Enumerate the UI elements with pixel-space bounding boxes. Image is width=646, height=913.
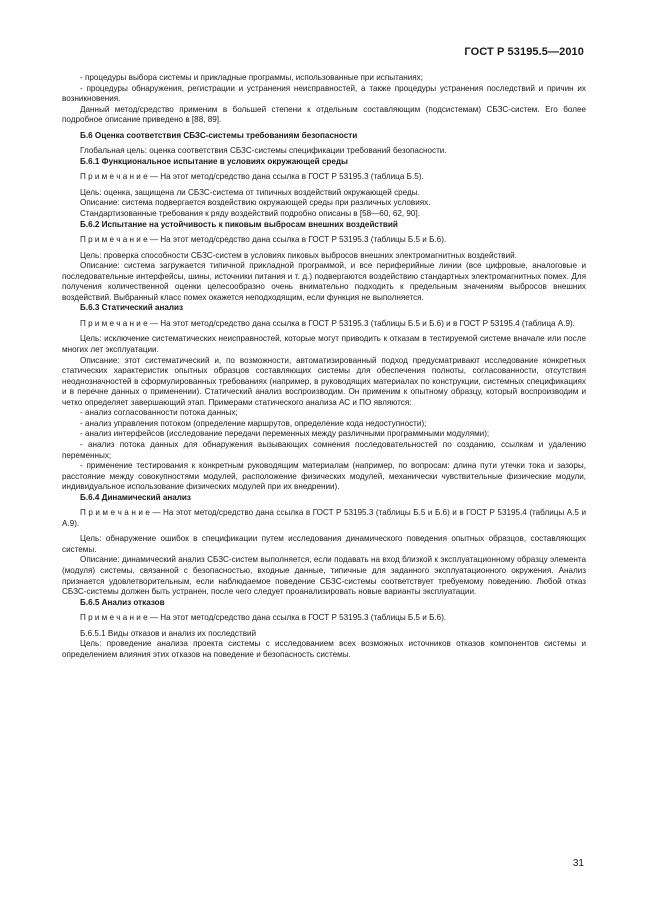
section-heading: Б.6.3 Статический анализ [80,303,184,313]
paragraph: Цель: оценка, защищена ли СБЗС-система от типичных воздействий окружающей среды. [80,187,420,197]
paragraph: Б.6.5.1 Виды отказов и анализ их последствий [80,628,257,638]
paragraph: Цель: исключение систематических неисправностей, которые могут приводить к отказам в тестируемой системе вначале или после многих лет эксплуатации. [62,334,586,355]
paragraph: П р и м е ч а н и е — На этот метод/средство дана ссылка в ГОСТ Р 53195.3 (таблица Б.5). [80,172,424,182]
body-text [62,73,586,660]
section-heading: Б.6.1 Функциональное испытание в условиях окружающей среды [80,156,348,166]
section-heading: Б.6.4 Динамический анализ [80,492,191,502]
paragraph: - анализ согласованности потока данных; [80,408,238,418]
paragraph: - анализ интерфейсов (исследование передачи переменных между различными программными модулями); [80,429,490,439]
paragraph: Цель: проверка способности СБЗС-систем в условиях пиковых выбросов внешних электромагнитных воздействий. [80,250,517,260]
paragraph: П р и м е ч а н и е — На этот метод/средство дана ссылка в ГОСТ Р 53195.3 (таблицы Б.5 и Б.6). [80,613,447,623]
paragraph: Цель: проведение анализа проекта системы с исследованием всех возможных источников отказов компонентов системы и определением влияния этих отказов на поведение и безопасность системы. [62,639,586,659]
page-number: 31 [572,858,584,869]
section-heading: Б.6.5 Анализ отказов [80,597,165,607]
paragraph: - анализ управления потоком (определение маршрутов, определение кода недоступности); [80,418,427,428]
paragraph: Описание: динамический анализ СБЗС-систем выполняется, если подавать на вход близкой к эксплуатационному образцу элемента (модуля) системы, связанной с безопасностью, входные данные, типичные для заданного эксплуатационного окружения. Анализ признается удовлетворительным, если наблюдаемое поведение СБЗС-системы соответствует требуемому поведению. Любой отказ СБЗС-системы должен быть устранен, после чего следует проанализировать новые варианты эксплуатации. [62,555,586,597]
paragraph: - процедуры выбора системы и прикладные программы, использованные при испытаниях; [80,73,423,82]
paragraph: Описание: система подвергается воздействию окружающей среды при различных условиях. [80,198,431,208]
document-code-header: ГОСТ Р 53195.5—2010 [464,46,584,58]
section-heading: Б.6.2 Испытание на устойчивость к пиковым выбросам внешних воздействий [80,219,398,229]
paragraph: Описание: система загружается типичной прикладной программой, и все периферийные линии (все цифровые, аналоговые и последовательные интерфейсы, шины, источники питания и т. д.) подвергаются воздействию стандартных электромагнитных помех. Для получения количественной оценки целесообразно очень внимательно подходить к предельным значениям выбросов внешних воздействий. Выбранный класс помех окажется неподходящим, если функция не выполняется. [62,261,586,302]
paragraph: Данный метод/средство применим в большей степени к отдельным составляющим (подсистемам) СБЗС-систем. Его более подробное описание приведено в [88, 89]. [62,104,586,125]
paragraph: П р и м е ч а н и е — На этот метод/средство дана ссылка в ГОСТ Р 53195.3 (таблицы Б.5 и Б.6) и в ГОСТ Р 53195.4 (таблицы А.5 и А.9). [62,508,586,528]
section-heading: Б.6 Оценка соответствия СБЗС-системы требованиям безопасности [80,130,358,140]
paragraph: - процедуры обнаружения, регистрации и устранения неисправностей, а также процедуры устранения последствий и причин их возникновения. [62,83,586,104]
paragraph: Стандартизованные требования к ряду воздействий подробно описаны в [58—60, 62, 90]. [80,209,420,219]
paragraph: П р и м е ч а н и е — На этот метод/средство дана ссылка в ГОСТ Р 53195.3 (таблицы Б.5 и Б.6). [80,235,447,245]
paragraph: - анализ потока данных для обнаружения вызывающих сомнения последовательностей по созданию, ссылкам и удалению переменных; [62,439,586,460]
paragraph: - применение тестирования к конкретным руководящим материалам (например, по вопросам: длина пути утечки тока и зазоры, расстояние между совокупностями модулей, расположение физических модулей, механически чувствительные физические модули, индивидуальное использование физических модулей при их внедрении). [62,461,586,492]
paragraph: Описание: этот систематический и, по возможности, автоматизированный подход предусматривают исследование конкретных статических характеристик опытных образцов составляющих системы для обеспечения полноты, согласованности, отсутствия неоднозначностей в сформулированных требованиях (например, в руководящих материалах по конструкции, системных спецификациях и в перечне данных о применении). Статический анализ воспроизводим. Он применим к опытному образцу, который воспроизводим и четко определяет завершающий этап. Примерами статического анализа АС и ПО являются: [62,355,586,407]
paragraph: Глобальная цель: оценка соответствия СБЗС-системы спецификации требований безопасности. [80,146,447,156]
paragraph: Цель: обнаружение ошибок в спецификации путем исследования динамического поведения опытных образцов, составляющих системы. [62,534,586,554]
paragraph: П р и м е ч а н и е — На этот метод/средство дана ссылка в ГОСТ Р 53195.3 (таблицы Б.5 и Б.6) и в ГОСТ Р 53195.4 (таблица А.9). [80,318,575,328]
